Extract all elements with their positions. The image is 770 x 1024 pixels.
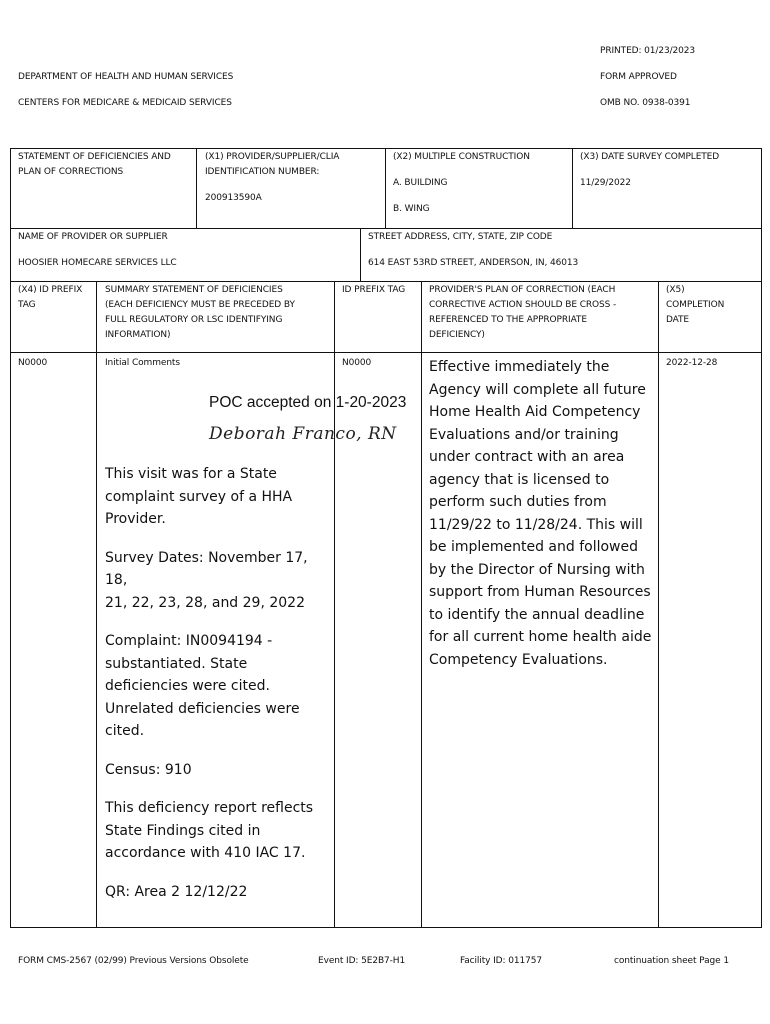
provider-name: HOOSIER HOMECARE SERVICES LLC [18,258,177,268]
summary-header: SUMMARY STATEMENT OF DEFICIENCIES (EACH DEFICIENCY MUST BE PRECEDED BY FULL REGULATORY OR LSC IDENTIFYING INFORMATION) [105,285,295,340]
summary-paragraph: This deficiency report reflects State Findings cited in accordance with 410 IAC 17. [105,800,314,861]
survey-completed-date: 11/29/2022 [580,178,631,188]
x2-label: (X2) MULTIPLE CONSTRUCTION [393,152,530,162]
plan-of-correction-text: Effective immediately the Agency will complete all future Home Health Aid Competency Evaluations and/or training under contract with an area agency that is licensed to perform such duties from 11/29/22 to 11/28/24. This will be implemented and followed by the Director of Nursing with support from Human Resources to identify the annual deadline for all current home health aide Competency Evaluations. [429,359,652,668]
x3-label: (X3) DATE SURVEY COMPLETED [580,152,720,162]
facility-id: Facility ID: 011757 [460,956,542,966]
event-id: Event ID: 5E2B7-H1 [318,956,406,966]
department-name: DEPARTMENT OF HEALTH AND HUMAN SERVICES [18,72,234,82]
printed-date: PRINTED: 01/23/2023 [600,46,696,56]
x4-header: (X4) ID PREFIX TAG [18,285,83,310]
id-prefix-tag: N0000 [18,358,48,368]
omb-number: OMB NO. 0938-0391 [600,98,691,108]
x2-wing: B. WING [393,204,430,214]
x1-label: (X1) PROVIDER/SUPPLIER/CLIA IDENTIFICATION NUMBER: [205,152,340,177]
plan-id-prefix-tag: N0000 [342,358,372,368]
id-prefix-header: ID PREFIX TAG [342,285,406,295]
plan-header: PROVIDER'S PLAN OF CORRECTION (EACH CORRECTIVE ACTION SHOULD BE CROSS - REFERENCED TO THE APPROPRIATE DEFICIENCY) [429,285,617,340]
completion-date: 2022-12-28 [666,358,718,368]
form-approved-label: FORM APPROVED [600,72,677,82]
summary-paragraph: Complaint: IN0094194 - substantiated. State deficiencies were cited. Unrelated deficiencies were cited. [105,633,300,739]
poc-accepted-stamp: POC accepted on 1-20-2023 [209,394,407,411]
summary-title: Initial Comments [105,358,180,368]
summary-paragraph: Survey Dates: November 17, 18, 21, 22, 23, 28, and 29, 2022 [105,549,308,611]
x5-header: (X5) COMPLETION DATE [666,285,725,325]
summary-body [105,463,333,903]
summary-paragraph: QR: Area 2 12/12/22 [105,883,248,900]
summary-paragraph: Census: 910 [105,761,192,778]
provider-name-label: NAME OF PROVIDER OR SUPPLIER [18,232,168,242]
x2-building: A. BUILDING [393,178,448,188]
provider-address: 614 EAST 53RD STREET, ANDERSON, IN, 46013 [368,258,579,268]
address-label: STREET ADDRESS, CITY, STATE, ZIP CODE [368,232,553,242]
reviewer-signature: Deborah Franco, RN [209,424,397,444]
form-number: FORM CMS-2567 (02/99) Previous Versions Obsolete [18,956,249,966]
provider-id-number: 200913590A [205,193,262,203]
agency-name: CENTERS FOR MEDICARE & MEDICAID SERVICES [18,98,232,108]
summary-paragraph: This visit was for a State complaint survey of a HHA Provider. [105,466,293,527]
statement-label: STATEMENT OF DEFICIENCIES AND PLAN OF CORRECTIONS [18,152,171,177]
continuation-sheet: continuation sheet Page 1 [614,956,729,966]
